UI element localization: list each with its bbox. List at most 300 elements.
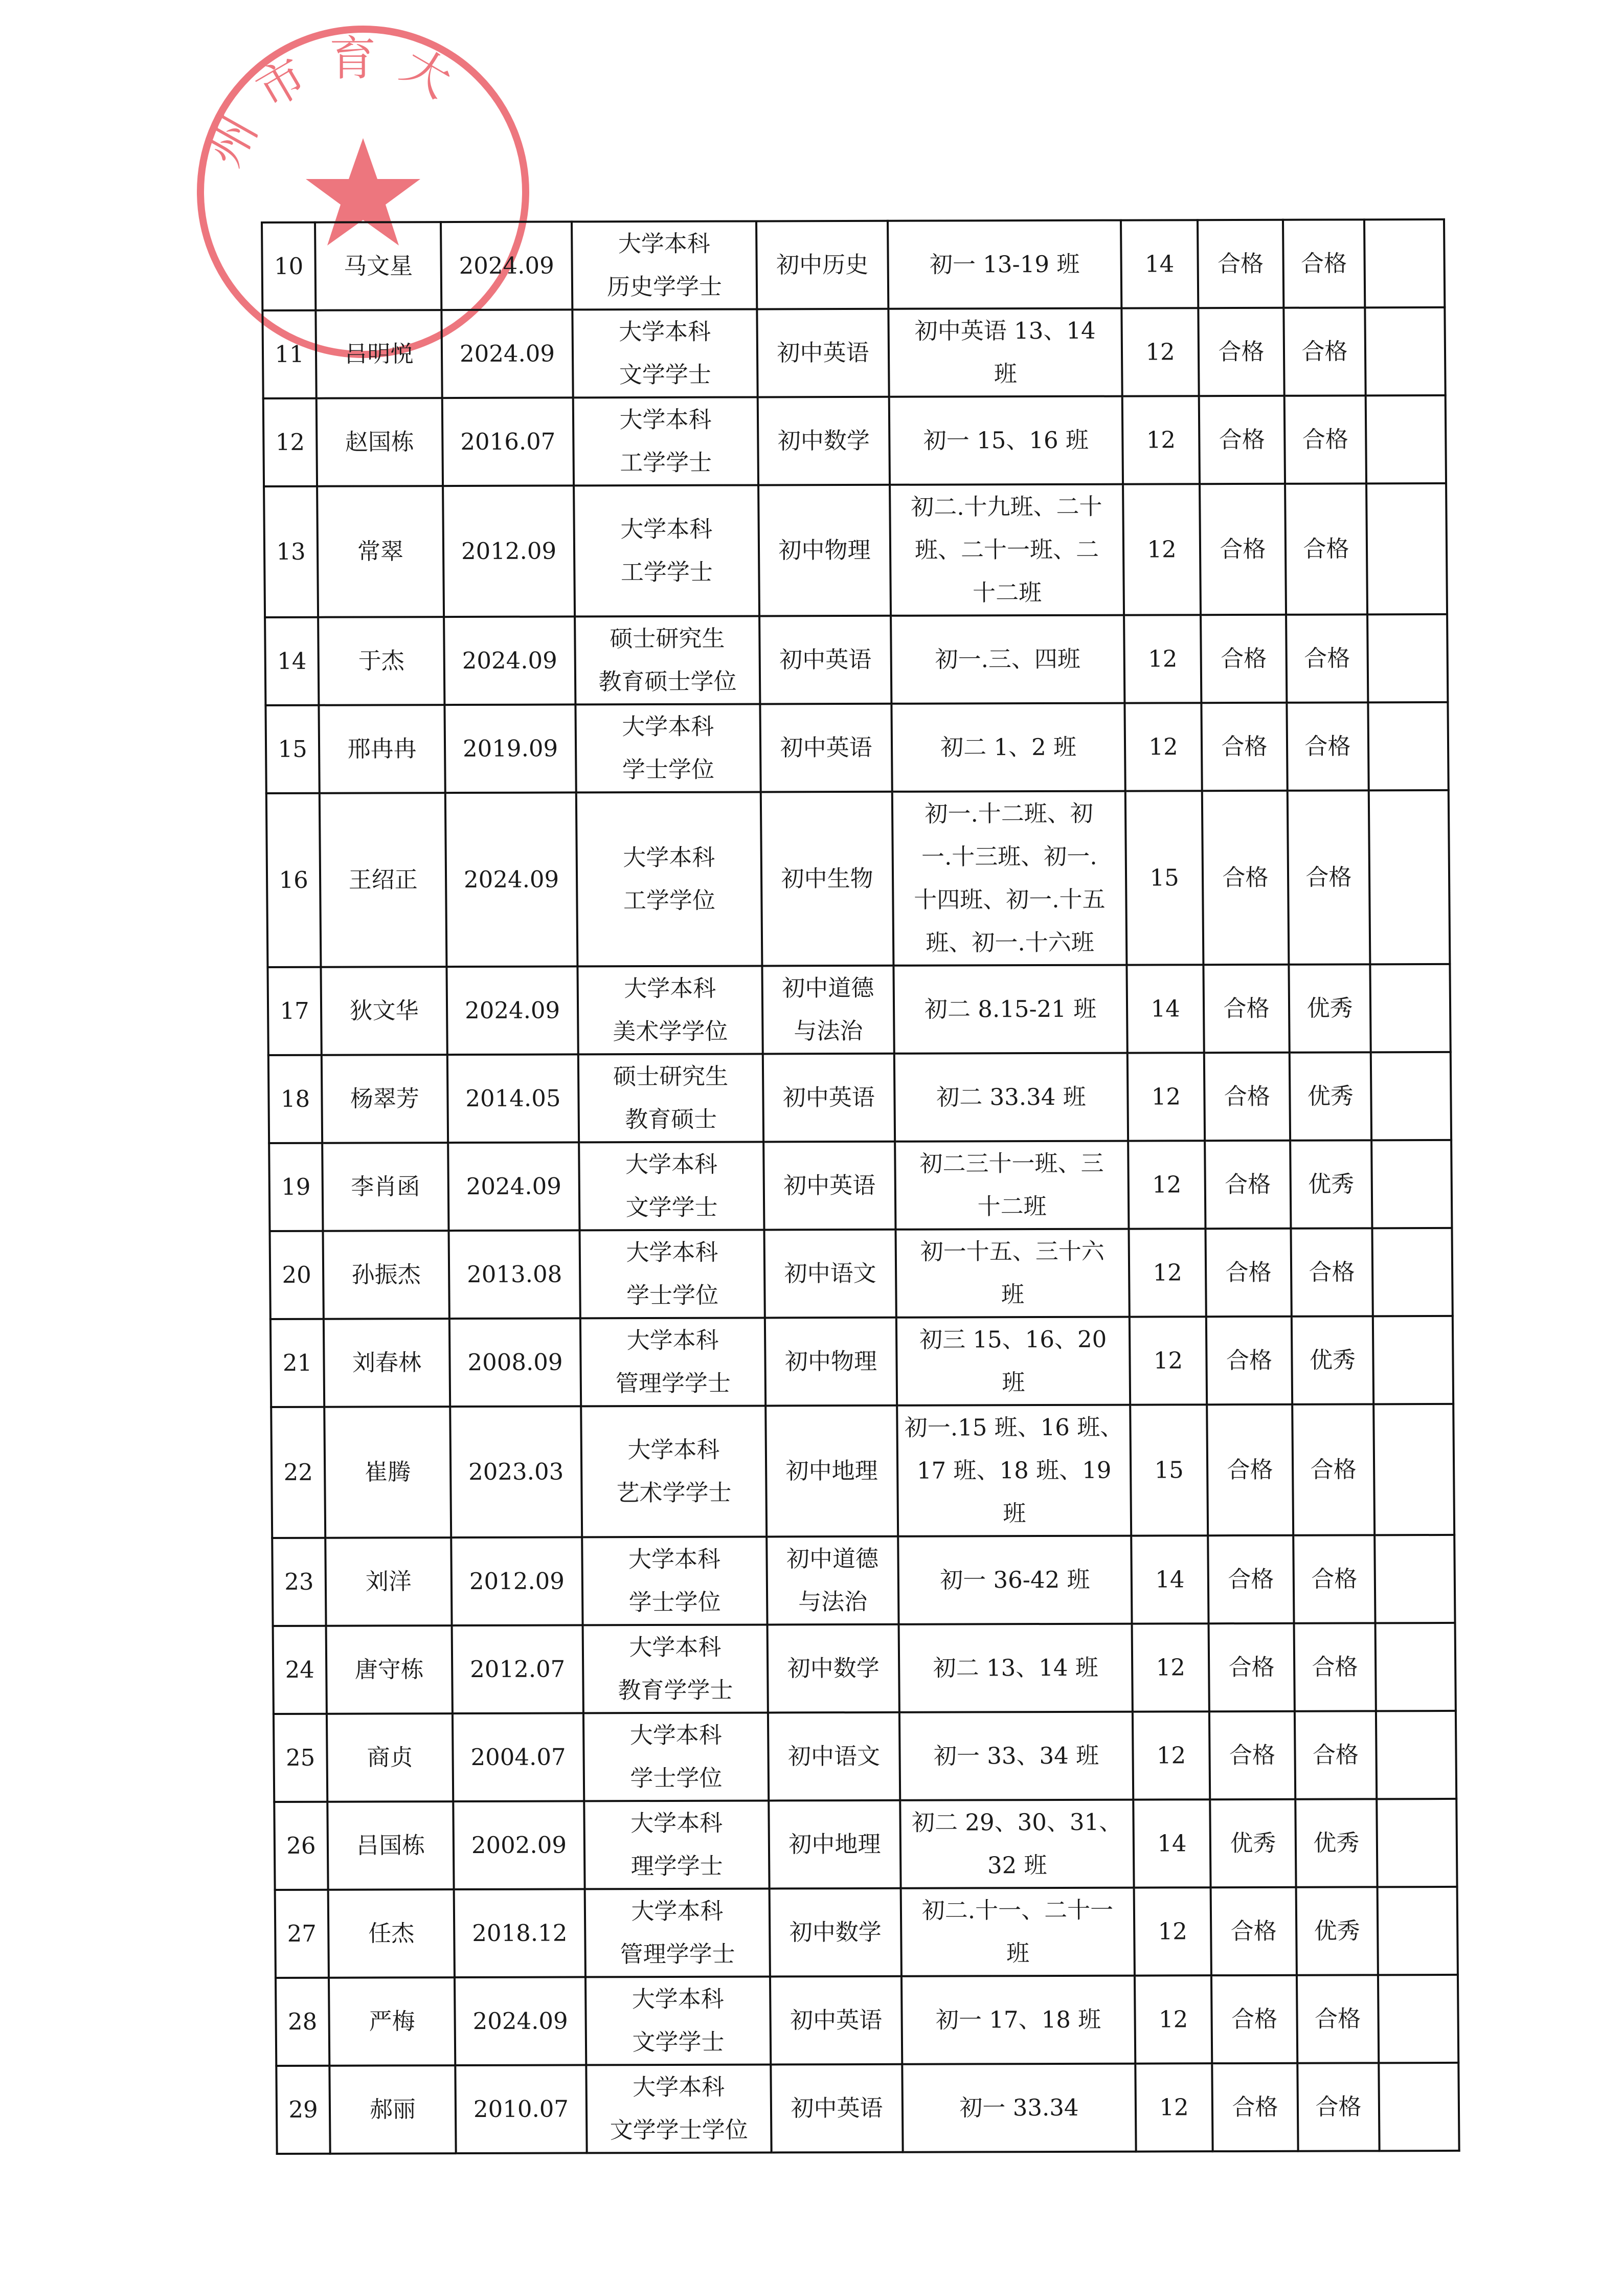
degree-cell (576, 792, 762, 966)
evaluation-2: 合格 (1295, 1711, 1377, 1799)
table-row (265, 702, 1448, 793)
evaluation-1: 合格 (1203, 965, 1289, 1053)
remarks-cell (1378, 1975, 1458, 2063)
degree-cell-line: 文学学士学位 (610, 2116, 749, 2144)
start-date: 2002.09 (453, 1801, 584, 1889)
classes-cell-line: 班、二十一班、二 (914, 536, 1099, 564)
classes-cell-line: 初中英语 13、14 (914, 317, 1096, 345)
row-number: 23 (272, 1538, 326, 1626)
table-row (270, 1228, 1453, 1319)
classes-cell (888, 308, 1122, 397)
degree-cell-line: 大学本科 (627, 1436, 720, 1464)
row-number: 22 (271, 1407, 325, 1538)
degree-cell (579, 1230, 764, 1318)
subject-cell (763, 1142, 895, 1230)
table-row (268, 1052, 1451, 1143)
degree-cell-line: 美术学学位 (613, 1017, 728, 1045)
weekly-hours: 12 (1130, 1317, 1207, 1405)
evaluation-1: 合格 (1209, 1711, 1295, 1799)
row-number: 20 (270, 1231, 324, 1319)
row-number: 17 (267, 967, 321, 1055)
classes-cell-line: 初二 33.34 班 (936, 1083, 1086, 1111)
subject-cell (757, 309, 889, 397)
evaluation-1: 合格 (1206, 1317, 1292, 1405)
subject-cell-line: 初中英语 (779, 645, 872, 674)
subject-cell-line: 初中英语 (783, 1171, 876, 1199)
table-row (263, 395, 1446, 486)
evaluation-2: 合格 (1287, 702, 1368, 790)
start-date: 2023.03 (450, 1406, 582, 1537)
table-row (271, 1404, 1454, 1538)
degree-cell-line: 工学学士 (619, 449, 712, 477)
subject-cell (769, 1800, 900, 1889)
table-row (273, 1623, 1456, 1714)
classes-cell (899, 1624, 1133, 1712)
table-row (275, 1887, 1458, 1978)
degree-cell-line: 教育硕士 (625, 1105, 717, 1133)
classes-cell-line: 初二三十一班、三 (919, 1149, 1104, 1177)
evaluation-2: 合格 (1286, 614, 1368, 702)
start-date: 2018.12 (454, 1889, 585, 1977)
classes-cell-line: 班、初一.十六班 (926, 928, 1094, 956)
classes-cell (895, 1229, 1129, 1318)
start-date: 2019.09 (444, 704, 576, 793)
degree-cell (584, 1800, 769, 1889)
remarks-cell (1373, 1316, 1453, 1404)
subject-cell-line: 与法治 (794, 1017, 863, 1045)
start-date: 2024.09 (444, 616, 575, 705)
subject-cell-line: 初中历史 (776, 251, 869, 279)
degree-cell-line: 管理学学士 (620, 1940, 735, 1968)
degree-cell (575, 704, 760, 792)
subject-cell (765, 1318, 897, 1406)
subject-cell (758, 485, 891, 616)
evaluation-2: 合格 (1284, 395, 1366, 483)
weekly-hours: 14 (1133, 1799, 1210, 1887)
teacher-name: 马文星 (315, 222, 441, 310)
teacher-name: 商贞 (327, 1713, 453, 1802)
subject-cell-line: 初中语文 (784, 1259, 876, 1287)
remarks-cell (1376, 1623, 1456, 1711)
evaluation-1: 合格 (1211, 1975, 1297, 2063)
degree-cell (583, 1712, 769, 1801)
classes-cell-line: 32 班 (987, 1852, 1047, 1879)
subject-cell-line: 初中生物 (781, 864, 873, 893)
degree-cell-line: 硕士研究生 (610, 625, 725, 653)
subject-cell-line: 初中地理 (788, 1830, 881, 1858)
degree-cell-line: 大学本科 (631, 1897, 724, 1925)
subject-cell (763, 1054, 895, 1142)
evaluation-1: 合格 (1204, 1053, 1290, 1141)
degree-cell-line: 大学本科 (618, 318, 711, 346)
weekly-hours: 15 (1125, 791, 1204, 965)
degree-cell-line: 大学本科 (623, 843, 715, 872)
degree-cell-line: 教育学学士 (618, 1676, 733, 1704)
classes-cell-line: 班 (1003, 1500, 1026, 1527)
classes-cell-line: 初一 33、34 班 (933, 1742, 1099, 1770)
degree-cell-line: 艺术学学士 (616, 1479, 732, 1507)
table-row (276, 1975, 1458, 2066)
subject-cell (762, 966, 894, 1054)
subject-cell (765, 1406, 898, 1537)
degree-cell-line: 学士学位 (628, 1588, 721, 1616)
teacher-name: 邢冉冉 (319, 705, 445, 793)
evaluation-2: 优秀 (1289, 964, 1370, 1052)
classes-cell-line: 初一.三、四班 (935, 645, 1081, 673)
subject-cell (767, 1536, 898, 1625)
classes-cell-line: 初二 13、14 班 (933, 1654, 1098, 1682)
classes-cell (891, 615, 1124, 704)
start-date: 2013.08 (448, 1230, 580, 1319)
classes-cell (901, 1888, 1135, 1976)
start-date: 2010.07 (455, 2065, 587, 2153)
classes-cell-line: 初一 13-19 班 (929, 250, 1080, 278)
degree-cell-line: 大学本科 (622, 712, 714, 741)
degree-cell (574, 485, 759, 616)
evaluation-2: 合格 (1285, 483, 1367, 614)
degree-cell-line: 学士学位 (622, 755, 715, 784)
degree-cell (577, 966, 762, 1054)
classes-cell-line: 一.十三班、初一. (921, 842, 1097, 871)
subject-cell-line: 初中数学 (777, 427, 870, 455)
table-row (262, 307, 1445, 398)
classes-cell (893, 965, 1127, 1054)
classes-cell-line: 班 (1002, 1369, 1025, 1396)
subject-cell (771, 2064, 903, 2153)
remarks-cell (1369, 790, 1450, 964)
evaluation-1: 合格 (1201, 615, 1287, 703)
weekly-hours: 12 (1132, 1623, 1209, 1711)
evaluation-2: 优秀 (1292, 1316, 1373, 1404)
start-date: 2008.09 (449, 1318, 581, 1407)
row-number: 19 (269, 1143, 323, 1231)
start-date: 2012.09 (451, 1537, 582, 1625)
subject-cell-line: 初中物理 (778, 536, 871, 564)
subject-cell-line: 初中英语 (780, 733, 872, 762)
classes-cell-line: 初二.十一、二十一 (921, 1896, 1114, 1924)
teacher-evaluation-table (261, 218, 1460, 2155)
teacher-name: 王绍正 (320, 793, 447, 967)
subject-cell-line: 初中语文 (787, 1742, 881, 1770)
row-number: 18 (268, 1055, 322, 1143)
remarks-cell (1364, 219, 1445, 307)
degree-cell-line: 大学本科 (618, 230, 711, 258)
degree-cell-line: 历史学学士 (606, 273, 723, 301)
table-row (269, 1140, 1452, 1231)
teacher-name: 李肖函 (322, 1143, 448, 1231)
classes-cell-line: 十二班 (972, 579, 1042, 607)
evaluation-1: 优秀 (1210, 1799, 1296, 1887)
classes-cell-line: 十二班 (977, 1193, 1047, 1220)
degree-cell-line: 大学本科 (619, 406, 712, 434)
teacher-name: 吕国栋 (327, 1801, 454, 1890)
row-number: 10 (262, 222, 315, 310)
remarks-cell (1371, 1140, 1452, 1228)
remarks-cell (1373, 1404, 1454, 1535)
remarks-cell (1377, 1799, 1457, 1887)
classes-cell-line: 17 班、18 班、19 (916, 1456, 1112, 1484)
degree-cell (572, 309, 757, 397)
remarks-cell (1366, 483, 1447, 614)
degree-cell (582, 1536, 767, 1625)
subject-cell (758, 397, 890, 485)
subject-cell (768, 1624, 899, 1713)
subject-cell-line: 初中英语 (777, 339, 869, 367)
subject-cell (759, 616, 891, 704)
degree-cell (572, 221, 757, 309)
subject-cell-line: 初中数学 (789, 1918, 882, 1946)
table-row (270, 1316, 1453, 1407)
row-number: 16 (266, 793, 321, 967)
teacher-name: 孙振杰 (323, 1231, 449, 1319)
teacher-name: 常翠 (317, 486, 444, 617)
subject-cell-line: 初中地理 (785, 1457, 878, 1485)
evaluation-1: 合格 (1211, 1887, 1297, 1975)
weekly-hours: 12 (1128, 1141, 1205, 1229)
start-date: 2012.09 (443, 485, 575, 617)
classes-cell-line: 初二 29、30、31、 (911, 1808, 1122, 1836)
evaluation-1: 合格 (1202, 791, 1289, 965)
evaluation-1: 合格 (1198, 220, 1283, 308)
classes-cell-line: 初一 33.34 (959, 2093, 1079, 2122)
teacher-name: 于杰 (318, 617, 444, 705)
row-number: 11 (262, 310, 316, 398)
start-date: 2024.09 (448, 1142, 579, 1231)
evaluation-2: 合格 (1283, 307, 1365, 395)
degree-cell (585, 1976, 771, 2065)
remarks-cell (1366, 395, 1446, 483)
row-number: 21 (270, 1319, 324, 1407)
subject-cell (770, 1888, 901, 1977)
evaluation-2: 优秀 (1295, 1799, 1377, 1887)
classes-cell-line: 班 (1006, 1940, 1030, 1967)
weekly-hours: 12 (1133, 1711, 1210, 1799)
teacher-name: 唐守栋 (326, 1625, 453, 1714)
degree-cell-line: 工学学位 (623, 886, 716, 915)
remarks-cell (1368, 702, 1448, 790)
evaluation-2: 合格 (1292, 1404, 1374, 1535)
table-row (272, 1535, 1455, 1626)
classes-cell (899, 1712, 1133, 1800)
degree-cell-line: 大学本科 (628, 1545, 721, 1573)
row-number: 25 (274, 1714, 327, 1802)
degree-cell-line: 大学本科 (629, 1721, 722, 1749)
evaluation-1: 合格 (1209, 1623, 1295, 1711)
degree-cell-line: 大学本科 (632, 2073, 725, 2101)
teacher-name: 郝丽 (329, 2065, 456, 2154)
subject-cell-line: 初中道德 (782, 974, 874, 1002)
remarks-cell (1371, 1052, 1451, 1140)
classes-cell (900, 1800, 1134, 1888)
teacher-name: 任杰 (328, 1889, 455, 1978)
row-number: 28 (276, 1978, 329, 2066)
remarks-cell (1374, 1535, 1455, 1623)
row-number: 14 (265, 617, 319, 705)
weekly-hours: 14 (1126, 965, 1204, 1053)
subject-cell (770, 1976, 902, 2065)
degree-cell (583, 1624, 768, 1713)
start-date: 2024.09 (441, 221, 572, 310)
table-row (274, 1711, 1456, 1802)
table-row (266, 790, 1450, 967)
evaluation-2: 合格 (1294, 1623, 1376, 1711)
table-row (274, 1799, 1457, 1890)
classes-cell-line: 初一十五、三十六 (920, 1237, 1105, 1265)
degree-cell (578, 1054, 763, 1142)
classes-cell-line: 初一 17、18 班 (935, 2005, 1101, 2034)
start-date: 2012.07 (452, 1625, 583, 1713)
stamp-text: 州市育大 (197, 31, 479, 175)
classes-cell-line: 初二 1、2 班 (940, 733, 1077, 761)
weekly-hours: 14 (1131, 1535, 1208, 1623)
classes-cell-line: 初二 8.15-21 班 (924, 995, 1097, 1023)
remarks-cell (1365, 307, 1445, 395)
degree-cell-line: 大学本科 (632, 1985, 725, 2013)
evaluation-2: 合格 (1291, 1228, 1372, 1316)
weekly-hours: 12 (1121, 308, 1199, 396)
degree-cell (585, 1888, 770, 1977)
degree-cell-line: 大学本科 (626, 1326, 719, 1354)
table-row (267, 964, 1450, 1055)
weekly-hours: 14 (1121, 220, 1198, 308)
classes-cell (892, 791, 1127, 966)
evaluation-1: 合格 (1205, 1229, 1291, 1317)
teacher-name: 杨翠芳 (322, 1055, 448, 1143)
classes-cell (890, 484, 1124, 616)
weekly-hours: 12 (1124, 615, 1201, 703)
degree-cell-line: 大学本科 (625, 1150, 718, 1178)
start-date: 2014.05 (447, 1054, 579, 1143)
classes-cell-line: 初一.15 班、16 班、 (904, 1413, 1123, 1441)
teacher-name: 严梅 (329, 1977, 455, 2066)
weekly-hours: 12 (1129, 1229, 1206, 1317)
degree-cell-line: 工学学士 (620, 558, 713, 586)
degree-cell-line: 大学本科 (630, 1809, 723, 1837)
degree-cell-line: 文学学士 (619, 361, 712, 389)
weekly-hours: 12 (1135, 2063, 1212, 2151)
remarks-cell (1378, 1887, 1458, 1975)
row-number: 27 (275, 1890, 329, 1978)
classes-cell-line: 初一 15、16 班 (923, 426, 1089, 454)
weekly-hours: 12 (1124, 703, 1202, 791)
degree-cell-line: 大学本科 (629, 1633, 722, 1661)
evaluation-2: 合格 (1283, 219, 1365, 307)
remarks-cell (1372, 1228, 1452, 1316)
evaluation-1: 合格 (1201, 703, 1287, 791)
degree-cell-line: 大学本科 (620, 515, 713, 543)
degree-cell-line: 学士学位 (630, 1764, 723, 1792)
subject-cell (764, 1230, 896, 1318)
degree-cell (586, 2064, 771, 2153)
table-row (262, 219, 1445, 310)
subject-cell-line: 与法治 (798, 1588, 868, 1616)
start-date: 2024.09 (455, 1977, 586, 2065)
subject-cell-line: 初中数学 (787, 1654, 880, 1682)
evaluation-1: 合格 (1199, 396, 1285, 484)
table-row (276, 2063, 1459, 2154)
classes-cell-line: 十四班、初一.十五 (914, 885, 1106, 913)
classes-cell (902, 2064, 1136, 2152)
evaluation-2: 优秀 (1290, 1052, 1371, 1140)
classes-cell (896, 1317, 1130, 1406)
subject-cell (760, 704, 892, 792)
degree-cell-line: 文学学士 (625, 1193, 718, 1221)
evaluation-2: 优秀 (1296, 1887, 1378, 1975)
degree-cell-line: 教育硕士学位 (598, 667, 737, 696)
subject-cell-line: 初中道德 (786, 1545, 879, 1573)
table-row (264, 483, 1447, 617)
evaluation-2: 合格 (1297, 1975, 1379, 2063)
evaluation-2: 合格 (1293, 1535, 1375, 1623)
evaluation-1: 合格 (1212, 2063, 1298, 2151)
evaluation-2: 优秀 (1290, 1140, 1372, 1228)
evaluation-2: 合格 (1297, 2063, 1379, 2151)
weekly-hours: 12 (1128, 1053, 1205, 1141)
row-number: 29 (276, 2066, 330, 2154)
evaluation-1: 合格 (1205, 1141, 1291, 1229)
degree-cell-line: 大学本科 (624, 974, 716, 1002)
classes-cell-line: 初一.十二班、初 (925, 799, 1093, 828)
degree-cell (579, 1142, 764, 1230)
classes-cell (891, 703, 1125, 792)
degree-cell-line: 文学学士 (632, 2028, 725, 2056)
evaluation-2: 合格 (1288, 790, 1370, 964)
degree-cell-line: 大学本科 (626, 1238, 718, 1266)
classes-cell-line: 初三 15、16、20 (919, 1325, 1107, 1353)
degree-cell (580, 1318, 765, 1406)
remarks-cell (1376, 1711, 1456, 1799)
evaluation-1: 合格 (1198, 308, 1284, 396)
classes-cell (901, 1976, 1135, 2064)
degree-cell-line: 管理学学士 (615, 1369, 731, 1397)
teacher-name: 吕明悦 (315, 310, 442, 398)
classes-cell (897, 1405, 1131, 1536)
row-number: 13 (264, 486, 318, 617)
degree-cell (575, 616, 760, 704)
evaluation-1: 合格 (1207, 1405, 1293, 1535)
start-date: 2004.07 (453, 1713, 584, 1801)
weekly-hours: 12 (1123, 484, 1201, 615)
degree-cell (573, 397, 758, 485)
classes-cell (889, 396, 1123, 485)
start-date: 2024.09 (446, 966, 578, 1055)
classes-cell-line: 班 (1001, 1281, 1025, 1308)
subject-cell-line: 初中英语 (791, 2094, 883, 2122)
subject-cell-line: 初中英语 (782, 1083, 875, 1111)
subject-cell (756, 221, 888, 309)
teacher-name: 赵国栋 (317, 398, 443, 486)
weekly-hours: 15 (1130, 1405, 1208, 1535)
row-number: 15 (265, 705, 319, 793)
row-number: 12 (263, 398, 317, 486)
remarks-cell (1370, 964, 1450, 1052)
weekly-hours: 12 (1122, 396, 1200, 484)
subject-cell (761, 792, 894, 966)
teacher-name: 刘洋 (325, 1537, 452, 1626)
classes-cell (888, 220, 1121, 309)
classes-cell (898, 1536, 1132, 1624)
classes-cell (895, 1141, 1129, 1230)
classes-cell-line: 初一 36-42 班 (939, 1566, 1090, 1594)
classes-cell-line: 班 (994, 360, 1018, 388)
weekly-hours: 12 (1134, 1887, 1211, 1975)
remarks-cell (1367, 614, 1448, 702)
degree-cell (581, 1406, 767, 1537)
teacher-name: 崔腾 (324, 1407, 451, 1538)
teacher-name: 狄文华 (321, 967, 447, 1055)
start-date: 2024.09 (445, 792, 578, 967)
weekly-hours: 12 (1135, 1975, 1212, 2063)
